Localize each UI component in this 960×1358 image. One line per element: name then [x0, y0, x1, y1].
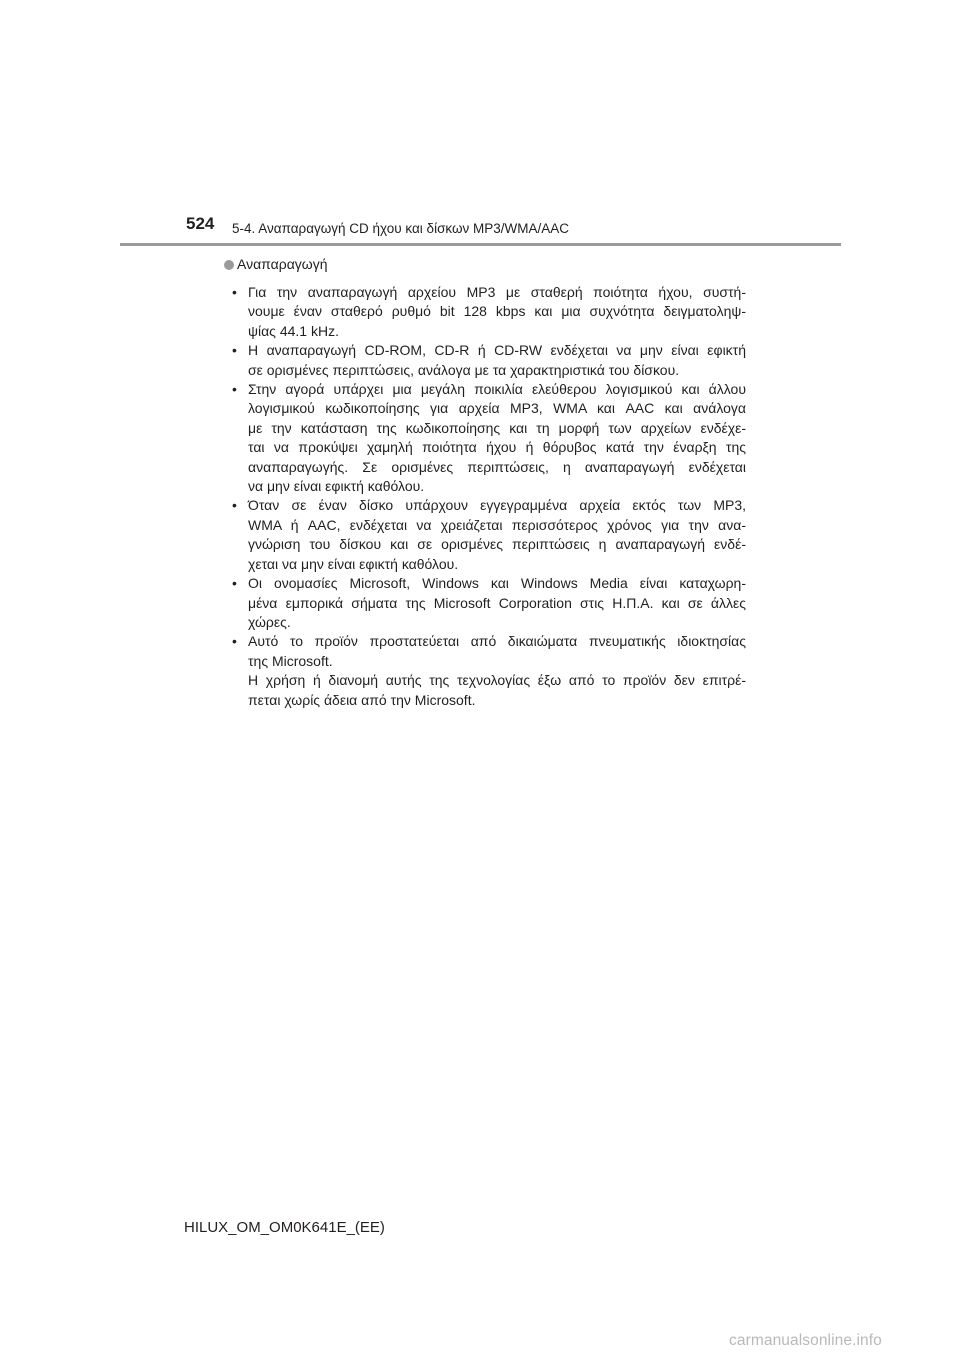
section-header: 5-4. Αναπαραγωγή CD ήχου και δίσκων MP3/WMA/AAC — [232, 221, 570, 236]
bullet-dot-icon: • — [232, 381, 237, 398]
bullet-text-line: Για την αναπαραγωγή αρχείου MP3 με σταθερή ποιότητα ήχου, συστή- — [248, 284, 746, 300]
bullet-text-line: Η αναπαραγωγή CD-ROM, CD-R ή CD-RW ενδέχεται να μην είναι εφικτή — [248, 342, 746, 359]
bullet-dot-icon: • — [232, 575, 237, 592]
bullet-text-line: Αυτό το προϊόν προστατεύεται από δικαιώματα πνευματικής ιδιοκτησίας — [248, 633, 746, 650]
bullet-text-line: της Microsoft. — [248, 652, 333, 669]
topic-heading — [224, 255, 746, 274]
bullet-item — [224, 341, 746, 380]
bullet-dot-icon: • — [232, 284, 237, 300]
bullet-text-line: Όταν σε έναν δίσκο υπάρχουν εγγεγραμμένα αρχεία εκτός των MP3, — [248, 497, 746, 514]
bullet-text-line: Στην αγορά υπάρχει μια μεγάλη ποικιλία ελεύθερου λογισμικού και άλλου — [248, 381, 746, 398]
bullet-text-line: με την κατάσταση της κωδικοποίησης και τη μορφή των αρχείων ενδέχε- — [248, 419, 746, 436]
bullet-dot-icon: • — [232, 633, 237, 650]
bullet-text-line: Η χρήση ή διανομή αυτής της τεχνολογίας έξω από το προϊόν δεν επιτρέ- — [248, 672, 746, 689]
watermark: carmanualsonline.info — [729, 1332, 882, 1349]
bullet-text-line: ψίας 44.1 kHz. — [248, 322, 339, 339]
bullet-text-line: σε ορισμένες περιπτώσεις, ανάλογα με τα χαρακτηριστικά του δίσκου. — [248, 361, 680, 378]
footer-document-code: HILUX_OM_OM0K641E_(EE) — [184, 1219, 385, 1236]
bullet-text-line: λογισμικού κωδικοποίησης για αρχεία MP3, WMA και AAC και ανάλογα — [248, 400, 746, 417]
bullet-text-line: Οι ονομασίες Microsoft, Windows και Windows Media είναι καταχωρη- — [248, 575, 746, 592]
bullet-text-line: μένα εμπορικά σήματα της Microsoft Corporation στις Η.Π.Α. και σε άλλες — [248, 594, 746, 611]
bullet-item — [224, 632, 746, 710]
bullet-text-line: χεται να μην είναι εφικτή καθόλου. — [248, 555, 459, 572]
bullet-text-line: γνώριση του δίσκου και σε ορισμένες περιπτώσεις η αναπαραγωγή ενδέ- — [248, 536, 746, 553]
bullet-text-line: πεται χωρίς άδεια από την Microsoft. — [248, 691, 476, 708]
bullet-text-line: αναπαραγωγής. Σε ορισμένες περιπτώσεις, η αναπαραγωγή ενδέχεται — [248, 458, 746, 475]
bullet-item — [224, 496, 746, 574]
bullet-dot-icon: • — [232, 497, 237, 514]
bullet-dot-icon: • — [232, 342, 237, 359]
content-section — [224, 250, 746, 710]
header-rule — [120, 243, 841, 246]
bullet-text-line: χώρες. — [248, 613, 291, 630]
page-number: 524 — [186, 214, 215, 233]
bullet-item — [224, 574, 746, 632]
bullet-text-line: ται να προκύψει χαμηλή ποιότητα ήχου ή θόρυβος κατά την έναρξη της — [248, 439, 746, 456]
bullet-item — [224, 283, 746, 341]
bullet-item — [224, 380, 746, 496]
bullet-text-line: να μην είναι εφικτή καθόλου. — [248, 478, 425, 495]
circle-bullet-icon — [224, 260, 234, 270]
bullet-text-line: WMA ή AAC, ενδέχεται να χρειάζεται περισσότερος χρόνος για την ανα- — [248, 516, 746, 533]
bullet-list — [224, 283, 746, 710]
topic-heading-text: Αναπαραγωγή — [237, 256, 328, 272]
bullet-text-line: νουμε έναν σταθερό ρυθμό bit 128 kbps και μια συχνότητα δειγματοληψ- — [248, 303, 746, 320]
